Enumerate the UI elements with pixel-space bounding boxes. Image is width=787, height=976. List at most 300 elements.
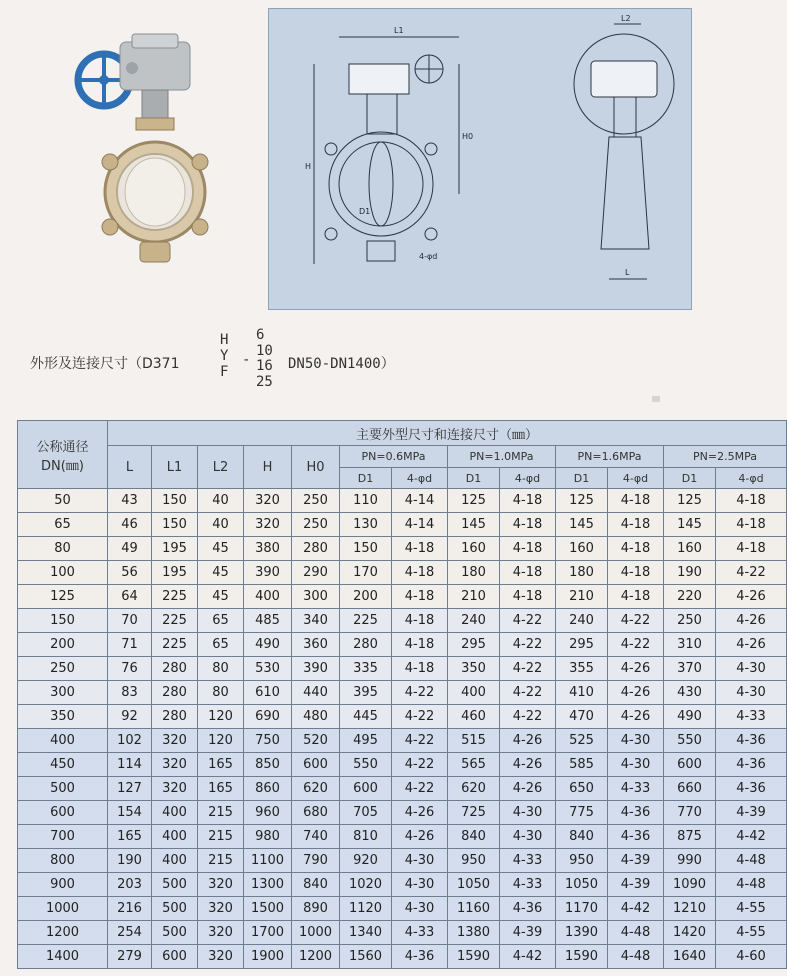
table-cell: 1210 — [664, 897, 716, 921]
table-cell: 525 — [556, 729, 608, 753]
table-cell: 4-48 — [716, 849, 787, 873]
pn-2-5-d1: D1 — [664, 468, 716, 489]
pn-1-0-bolts: 4-φd — [500, 468, 556, 489]
col-l: L — [108, 446, 152, 489]
table-cell: 46 — [108, 513, 152, 537]
table-cell: 145 — [556, 513, 608, 537]
table-cell: 4-36 — [716, 729, 787, 753]
table-cell: 4-22 — [392, 681, 448, 705]
table-cell: 320 — [152, 777, 198, 801]
table-row — [18, 537, 787, 561]
table-cell: 4-42 — [716, 825, 787, 849]
table-cell: 64 — [108, 585, 152, 609]
table-cell: 4-26 — [500, 777, 556, 801]
pn-0-6: PN=0.6MPa — [340, 446, 448, 468]
table-cell: 320 — [198, 945, 244, 969]
table-cell: 290 — [292, 561, 340, 585]
table-cell: 4-36 — [608, 801, 664, 825]
caption-range: DN50-DN1400） — [288, 356, 395, 372]
table-cell: 4-18 — [500, 489, 556, 513]
table-cell: 225 — [152, 633, 198, 657]
table-row — [18, 753, 787, 777]
table-cell: 4-48 — [608, 945, 664, 969]
dimension-table — [17, 420, 787, 969]
table-cell: 83 — [108, 681, 152, 705]
table-cell: 320 — [152, 753, 198, 777]
table-cell: 195 — [152, 561, 198, 585]
dn-cell: 1400 — [18, 945, 108, 969]
table-cell: 725 — [448, 801, 500, 825]
table-cell: 4-30 — [392, 873, 448, 897]
table-cell: 200 — [340, 585, 392, 609]
table-cell: 215 — [198, 849, 244, 873]
table-cell: 1590 — [448, 945, 500, 969]
table-cell: 4-18 — [608, 489, 664, 513]
table-cell: 225 — [152, 585, 198, 609]
table-cell: 1340 — [340, 921, 392, 945]
table-cell: 300 — [292, 585, 340, 609]
page-mark — [652, 396, 660, 402]
table-cell: 410 — [556, 681, 608, 705]
dn-cell: 700 — [18, 825, 108, 849]
table-cell: 45 — [198, 537, 244, 561]
table-cell: 280 — [340, 633, 392, 657]
table-row — [18, 873, 787, 897]
table-cell: 71 — [108, 633, 152, 657]
table-cell: 620 — [448, 777, 500, 801]
table-cell: 950 — [448, 849, 500, 873]
table-cell: 4-33 — [392, 921, 448, 945]
label-d1: D1 — [359, 207, 371, 216]
table-cell: 4-33 — [500, 849, 556, 873]
dn-cell: 800 — [18, 849, 108, 873]
table-cell: 4-55 — [716, 897, 787, 921]
table-cell: 1120 — [340, 897, 392, 921]
table-cell: 1420 — [664, 921, 716, 945]
table-cell: 520 — [292, 729, 340, 753]
table-cell: 180 — [448, 561, 500, 585]
table-cell: 4-42 — [500, 945, 556, 969]
pn-1-6-d1: D1 — [556, 468, 608, 489]
table-row — [18, 777, 787, 801]
table-cell: 92 — [108, 705, 152, 729]
table-cell: 145 — [448, 513, 500, 537]
pn-2-5-bolts: 4-φd — [716, 468, 787, 489]
table-cell: 500 — [152, 897, 198, 921]
dn-cell: 450 — [18, 753, 108, 777]
letter-f: F — [220, 364, 229, 380]
table-cell: 40 — [198, 489, 244, 513]
table-cell: 515 — [448, 729, 500, 753]
table-row — [18, 513, 787, 537]
table-cell: 4-36 — [608, 825, 664, 849]
table-cell: 43 — [108, 489, 152, 513]
table-cell: 490 — [244, 633, 292, 657]
table-cell: 320 — [198, 873, 244, 897]
dn-cell: 400 — [18, 729, 108, 753]
caption-dash: - — [242, 352, 251, 368]
table-cell: 4-30 — [392, 849, 448, 873]
dn-cell: 350 — [18, 705, 108, 729]
table-cell: 500 — [152, 873, 198, 897]
table-cell: 810 — [340, 825, 392, 849]
table-cell: 279 — [108, 945, 152, 969]
table-cell: 400 — [152, 849, 198, 873]
table-cell: 4-26 — [716, 585, 787, 609]
table-cell: 295 — [556, 633, 608, 657]
letter-h: H — [220, 332, 229, 348]
dn-cell: 65 — [18, 513, 108, 537]
table-cell: 4-18 — [392, 585, 448, 609]
table-cell: 1560 — [340, 945, 392, 969]
table-cell: 600 — [292, 753, 340, 777]
dn-cell: 900 — [18, 873, 108, 897]
table-cell: 150 — [340, 537, 392, 561]
dn-cell: 500 — [18, 777, 108, 801]
table-cell: 1170 — [556, 897, 608, 921]
table-cell: 4-36 — [716, 753, 787, 777]
table-cell: 1200 — [292, 945, 340, 969]
dn-cell: 1200 — [18, 921, 108, 945]
table-cell: 1900 — [244, 945, 292, 969]
pn-0-6-bolts: 4-φd — [392, 468, 448, 489]
table-cell: 4-55 — [716, 921, 787, 945]
caption-letters — [220, 332, 228, 380]
dn-cell: 300 — [18, 681, 108, 705]
table-cell: 4-30 — [608, 753, 664, 777]
table-cell: 980 — [244, 825, 292, 849]
table-cell: 4-22 — [500, 609, 556, 633]
table-cell: 4-48 — [716, 873, 787, 897]
table-row — [18, 897, 787, 921]
table-cell: 4-26 — [392, 801, 448, 825]
table-cell: 4-22 — [716, 561, 787, 585]
table-cell: 4-36 — [500, 897, 556, 921]
table-cell: 4-22 — [392, 753, 448, 777]
table-cell: 4-30 — [716, 657, 787, 681]
table-row — [18, 633, 787, 657]
dn-label: 公称通径 — [36, 439, 89, 455]
table-cell: 335 — [340, 657, 392, 681]
table-cell: 150 — [152, 513, 198, 537]
table-cell: 4-42 — [608, 897, 664, 921]
table-cell: 76 — [108, 657, 152, 681]
table-cell: 4-18 — [392, 657, 448, 681]
table-cell: 4-18 — [392, 633, 448, 657]
table-cell: 160 — [664, 537, 716, 561]
caption-pressures — [256, 328, 273, 390]
table-cell: 790 — [292, 849, 340, 873]
table-cell: 390 — [292, 657, 340, 681]
table-cell: 145 — [664, 513, 716, 537]
table-cell: 355 — [556, 657, 608, 681]
table-cell: 4-18 — [608, 537, 664, 561]
pn-1-0-d1: D1 — [448, 468, 500, 489]
table-row — [18, 921, 787, 945]
table-cell: 4-22 — [500, 681, 556, 705]
table-cell: 210 — [556, 585, 608, 609]
table-cell: 215 — [198, 825, 244, 849]
table-cell: 4-26 — [608, 681, 664, 705]
table-cell: 1160 — [448, 897, 500, 921]
table-cell: 160 — [556, 537, 608, 561]
table-cell: 860 — [244, 777, 292, 801]
table-cell: 400 — [448, 681, 500, 705]
table-cell: 65 — [198, 609, 244, 633]
table-cell: 400 — [152, 801, 198, 825]
table-cell: 485 — [244, 609, 292, 633]
table-cell: 165 — [198, 753, 244, 777]
table-cell: 4-30 — [608, 729, 664, 753]
table-cell: 70 — [108, 609, 152, 633]
table-cell: 65 — [198, 633, 244, 657]
table-cell: 250 — [292, 489, 340, 513]
table-cell: 4-18 — [500, 561, 556, 585]
table-cell: 660 — [664, 777, 716, 801]
table-cell: 585 — [556, 753, 608, 777]
table-row — [18, 729, 787, 753]
table-cell: 240 — [448, 609, 500, 633]
table-row — [18, 705, 787, 729]
table-body — [18, 489, 787, 969]
table-cell: 4-18 — [608, 561, 664, 585]
table-row — [18, 657, 787, 681]
table-cell: 165 — [108, 825, 152, 849]
table-cell: 480 — [292, 705, 340, 729]
table-cell: 4-26 — [608, 705, 664, 729]
pn-1-6: PN=1.6MPa — [556, 446, 664, 468]
table-cell: 500 — [152, 921, 198, 945]
table-cell: 1100 — [244, 849, 292, 873]
table-cell: 920 — [340, 849, 392, 873]
table-cell: 740 — [292, 825, 340, 849]
table-cell: 120 — [198, 729, 244, 753]
table-cell: 102 — [108, 729, 152, 753]
table-cell: 4-22 — [392, 729, 448, 753]
table-cell: 1390 — [556, 921, 608, 945]
table-cell: 4-14 — [392, 489, 448, 513]
caption-prefix: 外形及连接尺寸（D371 — [30, 356, 180, 372]
table-cell: 45 — [198, 561, 244, 585]
table-cell: 320 — [152, 729, 198, 753]
table-cell: 4-39 — [608, 849, 664, 873]
dn-unit: DN(㎜) — [41, 458, 84, 474]
table-cell: 195 — [152, 537, 198, 561]
table-cell: 395 — [340, 681, 392, 705]
table-cell: 280 — [152, 657, 198, 681]
table-cell: 400 — [244, 585, 292, 609]
table-cell: 4-18 — [500, 537, 556, 561]
table-cell: 4-33 — [500, 873, 556, 897]
dn-cell: 200 — [18, 633, 108, 657]
table-cell: 4-22 — [392, 777, 448, 801]
table-cell: 4-26 — [608, 657, 664, 681]
table-cell: 180 — [556, 561, 608, 585]
table-cell: 530 — [244, 657, 292, 681]
table-cell: 490 — [664, 705, 716, 729]
table-cell: 495 — [340, 729, 392, 753]
table-cell: 130 — [340, 513, 392, 537]
table-cell: 990 — [664, 849, 716, 873]
table-cell: 550 — [340, 753, 392, 777]
table-cell: 1050 — [556, 873, 608, 897]
table-row — [18, 561, 787, 585]
table-cell: 320 — [244, 489, 292, 513]
dn-cell: 250 — [18, 657, 108, 681]
col-l2: L2 — [198, 446, 244, 489]
table-cell: 875 — [664, 825, 716, 849]
table-cell: 4-36 — [716, 777, 787, 801]
table-cell: 340 — [292, 609, 340, 633]
table-cell: 120 — [198, 705, 244, 729]
table-cell: 190 — [664, 561, 716, 585]
table-cell: 4-18 — [608, 513, 664, 537]
valve-photo — [70, 22, 220, 272]
table-cell: 4-18 — [716, 537, 787, 561]
table-cell: 56 — [108, 561, 152, 585]
table-cell: 770 — [664, 801, 716, 825]
table-cell: 110 — [340, 489, 392, 513]
col-l1: L1 — [152, 446, 198, 489]
table-cell: 370 — [664, 657, 716, 681]
dn-cell: 80 — [18, 537, 108, 561]
table-cell: 114 — [108, 753, 152, 777]
table-cell: 4-30 — [716, 681, 787, 705]
table-cell: 705 — [340, 801, 392, 825]
pn-2-5: PN=2.5MPa — [664, 446, 787, 468]
table-cell: 280 — [152, 681, 198, 705]
table-cell: 215 — [198, 801, 244, 825]
table-cell: 165 — [198, 777, 244, 801]
table-cell: 430 — [664, 681, 716, 705]
table-cell: 600 — [664, 753, 716, 777]
table-cell: 254 — [108, 921, 152, 945]
table-row — [18, 585, 787, 609]
table-cell: 445 — [340, 705, 392, 729]
table-cell: 1640 — [664, 945, 716, 969]
table-cell: 4-30 — [392, 897, 448, 921]
pn-0-6-d1: D1 — [340, 468, 392, 489]
table-cell: 80 — [198, 681, 244, 705]
table-cell: 4-39 — [500, 921, 556, 945]
table-row — [18, 849, 787, 873]
table-cell: 4-18 — [716, 489, 787, 513]
col-h: H — [244, 446, 292, 489]
table-cell: 4-18 — [500, 513, 556, 537]
table-cell: 460 — [448, 705, 500, 729]
table-cell: 1380 — [448, 921, 500, 945]
col-h0: H0 — [292, 446, 340, 489]
dn-cell: 150 — [18, 609, 108, 633]
table-cell: 4-26 — [392, 825, 448, 849]
table-cell: 4-33 — [716, 705, 787, 729]
table-cell: 1300 — [244, 873, 292, 897]
table-cell: 750 — [244, 729, 292, 753]
table-cell: 4-39 — [608, 873, 664, 897]
table-cell: 4-18 — [392, 561, 448, 585]
table-row — [18, 489, 787, 513]
table-cell: 4-33 — [608, 777, 664, 801]
table-cell: 4-39 — [716, 801, 787, 825]
pressure-10: 10 — [256, 342, 273, 359]
table-cell: 680 — [292, 801, 340, 825]
label-4-phi-d: 4-φd — [419, 252, 438, 261]
table-cell: 4-22 — [392, 705, 448, 729]
table-cell: 45 — [198, 585, 244, 609]
table-cell: 210 — [448, 585, 500, 609]
table-cell: 380 — [244, 537, 292, 561]
table-cell: 390 — [244, 561, 292, 585]
table-cell: 250 — [292, 513, 340, 537]
table-cell: 775 — [556, 801, 608, 825]
label-l: L — [625, 268, 630, 277]
dn-cell: 50 — [18, 489, 108, 513]
letter-y: Y — [220, 348, 229, 364]
table-cell: 400 — [152, 825, 198, 849]
table-cell: 40 — [198, 513, 244, 537]
table-cell: 320 — [244, 513, 292, 537]
table-cell: 4-48 — [608, 921, 664, 945]
table-cell: 1590 — [556, 945, 608, 969]
table-cell: 220 — [664, 585, 716, 609]
table-cell: 4-26 — [500, 729, 556, 753]
group-title: 主要外型尺寸和连接尺寸（㎜） — [108, 421, 787, 446]
table-cell: 4-22 — [608, 609, 664, 633]
table-cell: 127 — [108, 777, 152, 801]
table-cell: 840 — [292, 873, 340, 897]
table-cell: 1700 — [244, 921, 292, 945]
table-cell: 565 — [448, 753, 500, 777]
table-cell: 4-26 — [716, 633, 787, 657]
table-cell: 280 — [292, 537, 340, 561]
table-cell: 203 — [108, 873, 152, 897]
label-h: H — [305, 162, 312, 171]
table-cell: 320 — [198, 921, 244, 945]
table-cell: 4-18 — [500, 585, 556, 609]
table-row — [18, 945, 787, 969]
table-cell: 150 — [152, 489, 198, 513]
table-cell: 240 — [556, 609, 608, 633]
dn-header — [18, 421, 108, 489]
pressure-25: 25 — [256, 373, 273, 390]
table-cell: 4-18 — [392, 537, 448, 561]
table-cell: 470 — [556, 705, 608, 729]
table-cell: 360 — [292, 633, 340, 657]
dn-cell: 100 — [18, 561, 108, 585]
table-cell: 4-60 — [716, 945, 787, 969]
table-cell: 4-22 — [500, 657, 556, 681]
table-cell: 125 — [448, 489, 500, 513]
table-cell: 850 — [244, 753, 292, 777]
table-cell: 1050 — [448, 873, 500, 897]
table-cell: 440 — [292, 681, 340, 705]
table-cell: 840 — [448, 825, 500, 849]
table-cell: 295 — [448, 633, 500, 657]
table-cell: 160 — [448, 537, 500, 561]
dn-cell: 600 — [18, 801, 108, 825]
table-cell: 600 — [340, 777, 392, 801]
table-cell: 190 — [108, 849, 152, 873]
table-cell: 620 — [292, 777, 340, 801]
table-cell: 650 — [556, 777, 608, 801]
table-cell: 4-30 — [500, 825, 556, 849]
dn-cell: 125 — [18, 585, 108, 609]
table-cell: 1020 — [340, 873, 392, 897]
table-cell: 960 — [244, 801, 292, 825]
table-cell: 125 — [664, 489, 716, 513]
table-cell: 4-22 — [608, 633, 664, 657]
table-row — [18, 825, 787, 849]
